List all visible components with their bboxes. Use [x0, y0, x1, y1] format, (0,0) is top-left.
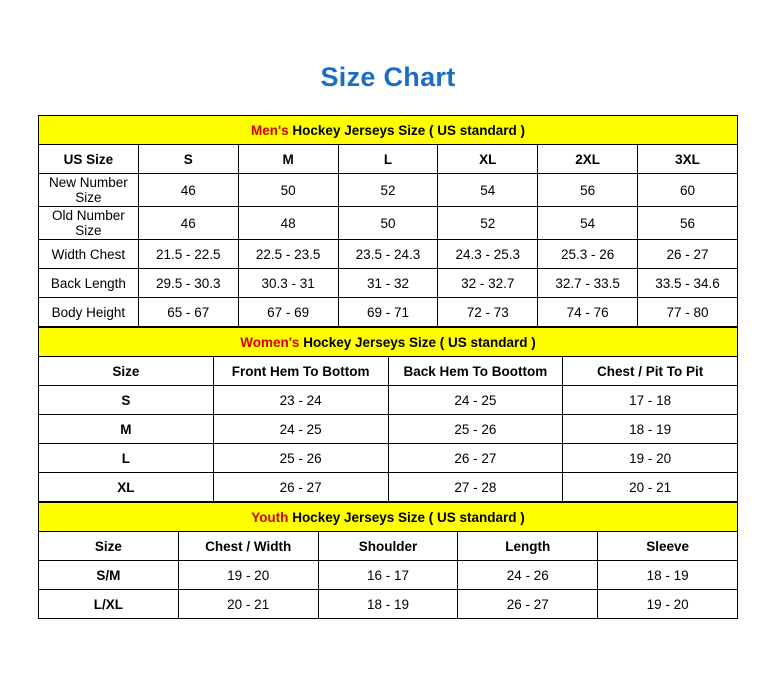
table-cell: 50: [238, 174, 338, 207]
table-cell: 17 - 18: [563, 386, 738, 415]
table-row: [39, 473, 738, 502]
table-cell: 56: [638, 207, 738, 240]
table-cell: 32 - 32.7: [438, 269, 538, 298]
table-cell: 20 - 21: [563, 473, 738, 502]
table-row: [39, 590, 738, 619]
table-cell: 32.7 - 33.5: [538, 269, 638, 298]
table-row: [39, 444, 738, 473]
column-header: Size: [39, 357, 214, 386]
table-cell: 50: [338, 207, 438, 240]
page-title: Size Chart: [320, 62, 456, 92]
table-row: [39, 269, 738, 298]
section-heading-womens: [39, 328, 738, 357]
section-heading-accent: Youth: [251, 509, 289, 525]
table-cell: 26 - 27: [638, 240, 738, 269]
table-cell: 20 - 21: [178, 590, 318, 619]
table-cell: 46: [138, 174, 238, 207]
table-cell: 22.5 - 23.5: [238, 240, 338, 269]
table-row: [39, 207, 738, 240]
table-cell: 77 - 80: [638, 298, 738, 327]
table-cell: 26 - 27: [213, 473, 388, 502]
table-cell: 60: [638, 174, 738, 207]
column-header: Length: [458, 532, 598, 561]
row-label: Body Height: [39, 298, 139, 327]
table-cell: 31 - 32: [338, 269, 438, 298]
column-header: L: [338, 145, 438, 174]
table-row: [39, 386, 738, 415]
size-chart-tables: [38, 115, 738, 619]
table-row-section-heading: [39, 116, 738, 145]
table-cell: 23 - 24: [213, 386, 388, 415]
row-label: S/M: [39, 561, 179, 590]
table-cell: 65 - 67: [138, 298, 238, 327]
table-cell: 33.5 - 34.6: [638, 269, 738, 298]
row-label: New Number Size: [39, 174, 139, 207]
table-cell: 54: [538, 207, 638, 240]
table-row: [39, 174, 738, 207]
table-cell: 24 - 26: [458, 561, 598, 590]
table-cell: 46: [138, 207, 238, 240]
table-cell: 26 - 27: [458, 590, 598, 619]
table-cell: 30.3 - 31: [238, 269, 338, 298]
section-heading-rest: Hockey Jerseys Size ( US standard ): [288, 509, 525, 525]
table-cell: 24 - 25: [213, 415, 388, 444]
table-cell: 24.3 - 25.3: [438, 240, 538, 269]
table-cell: 56: [538, 174, 638, 207]
table-cell: 69 - 71: [338, 298, 438, 327]
column-header: S: [138, 145, 238, 174]
table-cell: 24 - 25: [388, 386, 563, 415]
youth-size-table: [38, 502, 738, 619]
table-row: [39, 298, 738, 327]
table-row-section-heading: [39, 328, 738, 357]
table-cell: 21.5 - 22.5: [138, 240, 238, 269]
row-label: L/XL: [39, 590, 179, 619]
table-cell: 67 - 69: [238, 298, 338, 327]
column-header: 2XL: [538, 145, 638, 174]
table-cell: 23.5 - 24.3: [338, 240, 438, 269]
table-row: [39, 561, 738, 590]
section-heading-rest: Hockey Jerseys Size ( US standard ): [288, 122, 526, 138]
column-header: Back Hem To Boottom: [388, 357, 563, 386]
section-heading-mens: [39, 116, 738, 145]
column-header: Chest / Pit To Pit: [563, 357, 738, 386]
row-label: Back Length: [39, 269, 139, 298]
table-cell: 25 - 26: [213, 444, 388, 473]
table-cell: 18 - 19: [318, 590, 458, 619]
column-header: M: [238, 145, 338, 174]
column-header: Size: [39, 532, 179, 561]
section-heading-accent: Men's: [250, 122, 289, 138]
table-cell: 25 - 26: [388, 415, 563, 444]
column-header: XL: [438, 145, 538, 174]
table-cell: 26 - 27: [388, 444, 563, 473]
section-heading-rest: Hockey Jerseys Size ( US standard ): [299, 334, 536, 350]
row-label: XL: [39, 473, 214, 502]
row-label: L: [39, 444, 214, 473]
table-row: [39, 240, 738, 269]
table-cell: 52: [338, 174, 438, 207]
row-label: Old Number Size: [39, 207, 139, 240]
table-row-section-heading: [39, 503, 738, 532]
table-row-header: [39, 532, 738, 561]
column-header: Chest / Width: [178, 532, 318, 561]
column-header: 3XL: [638, 145, 738, 174]
table-cell: 27 - 28: [388, 473, 563, 502]
table-row-header: [39, 145, 738, 174]
table-row-header: [39, 357, 738, 386]
row-label: S: [39, 386, 214, 415]
mens-size-table: [38, 115, 738, 327]
column-header: US Size: [39, 145, 139, 174]
table-cell: 25.3 - 26: [538, 240, 638, 269]
table-row: [39, 415, 738, 444]
womens-size-table: [38, 327, 738, 502]
table-cell: 29.5 - 30.3: [138, 269, 238, 298]
table-cell: 72 - 73: [438, 298, 538, 327]
table-cell: 18 - 19: [563, 415, 738, 444]
table-cell: 16 - 17: [318, 561, 458, 590]
table-cell: 18 - 19: [598, 561, 738, 590]
table-cell: 74 - 76: [538, 298, 638, 327]
row-label: Width Chest: [39, 240, 139, 269]
column-header: Sleeve: [598, 532, 738, 561]
column-header: Shoulder: [318, 532, 458, 561]
table-cell: 54: [438, 174, 538, 207]
section-heading-accent: Women's: [240, 334, 300, 350]
section-heading-youth: [39, 503, 738, 532]
table-cell: 19 - 20: [598, 590, 738, 619]
row-label: M: [39, 415, 214, 444]
table-cell: 52: [438, 207, 538, 240]
table-cell: 19 - 20: [563, 444, 738, 473]
table-cell: 19 - 20: [178, 561, 318, 590]
table-cell: 48: [238, 207, 338, 240]
column-header: Front Hem To Bottom: [213, 357, 388, 386]
